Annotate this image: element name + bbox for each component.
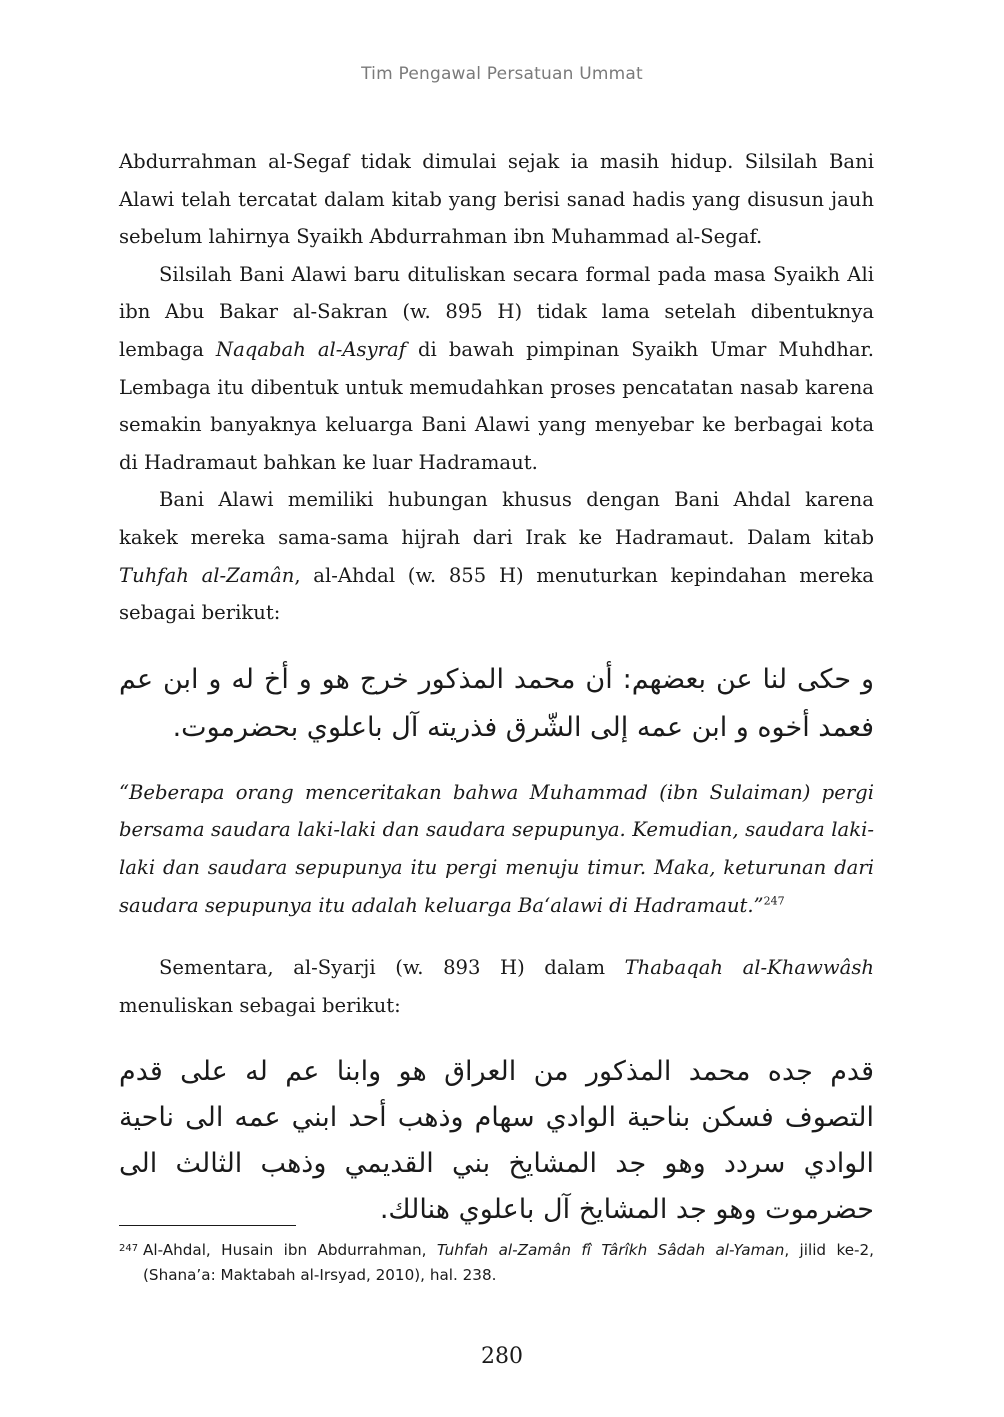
footnote-number: 247 (119, 1243, 139, 1254)
footnote-text (143, 1238, 874, 1288)
running-header: Tim Pengawal Persatuan Ummat (361, 64, 643, 84)
footnote-247 (119, 1238, 874, 1288)
footnote-divider (119, 1225, 296, 1226)
arabic-quote-1: و حكى لنا عن بعضهم: أن محمد المذكور خرج هو و أخ له و ابن عم فعمد أخوه و ابن عمه إلى الشّرق فذريته آل باعلوي بحضرموت. (119, 663, 874, 743)
footnote-text-b: , jilid ke-2, (Shana’a: Maktabah al-Irsyad, 2010), hal. 238. (143, 1241, 875, 1284)
paragraph-3-text-b: , al-Ahdal (w. 855 H) menuturkan kepindahan mereka sebagai berikut: (119, 563, 874, 625)
paragraph-1: Abdurrahman al-Segaf tidak dimulai sejak ia masih hidup. Silsilah Bani Alawi telah tercatat dalam kitab yang berisi sanad hadis yang disusun jauh sebelum lahirnya Syaikh Abdurrahman ibn Muhammad al-Segaf. (119, 150, 874, 249)
paragraph-3 (119, 481, 874, 631)
paragraph-3-text-a: Bani Alawi memiliki hubungan khusus dengan Bani Ahdal karena kakek mereka sama-sama hijrah dari Irak ke Hadramaut. Dalam kitab (119, 488, 874, 549)
footnote-text-a: Al-Ahdal, Husain ibn Abdurrahman, (143, 1241, 437, 1259)
page-number: 280 (481, 1344, 523, 1369)
paragraph-4-text-a: Sementara, al-Syarji (w. 893 H) dalam (159, 956, 625, 980)
body-text (119, 143, 874, 1233)
paragraph-3-italic-title: Tuhfah al-Zamân (119, 563, 295, 587)
paragraph-2-text-b: di bawah pimpinan Syaikh Umar Muhdhar. Lembaga itu dibentuk untuk memudahkan proses pencatatan nasab karena semakin banyaknya keluarga Bani Alawi yang menyebar ke berbagai kota di Hadramaut bahkan ke luar Hadramaut. (119, 337, 874, 474)
paragraph-4 (119, 949, 874, 1024)
paragraph-4-text-b: menuliskan sebagai berikut: (119, 993, 401, 1017)
paragraph-2 (119, 256, 874, 482)
paragraph-4-italic-title: Thabaqah al-Khawwâsh (624, 956, 874, 980)
paragraph-2-italic-term: Naqabah al-Asyraf (215, 337, 406, 361)
paragraph-2-text-a: Silsilah Bani Alawi baru dituliskan secara formal pada masa Syaikh Ali ibn Abu Bakar al-Sakran (w. 895 H) tidak lama setelah dibentuknya lembaga (119, 262, 874, 361)
footnote-italic-title: Tuhfah al-Zamân fî Târîkh Sâdah al-Yaman (436, 1241, 785, 1259)
arabic-quote-2: قدم جده محمد المذكور من العراق هو وابنا عم له على قدم التصوف فسكن بناحية الوادي سهام وذهب أحد ابني عمه الى ناحية الوادي سردد وهو جد المشايخ بني القديمي وذهب الثالث الى حضرموت وهو جد المشايخ آل باعلوي هنالك. (119, 1056, 874, 1226)
translation-quote-1-text: “Beberapa orang menceritakan bahwa Muhammad (ibn Sulaiman) pergi bersama saudara laki-laki dan saudara sepupunya. Kemudian, saudara laki-laki dan saudara sepupunya itu pergi menuju timur. Maka, keturunan dari saudara sepupunya itu adalah keluarga Ba‘alawi di Hadramaut.” (119, 780, 874, 917)
translation-quote-1 (119, 774, 874, 924)
footnote-reference[interactable]: 247 (763, 893, 785, 907)
